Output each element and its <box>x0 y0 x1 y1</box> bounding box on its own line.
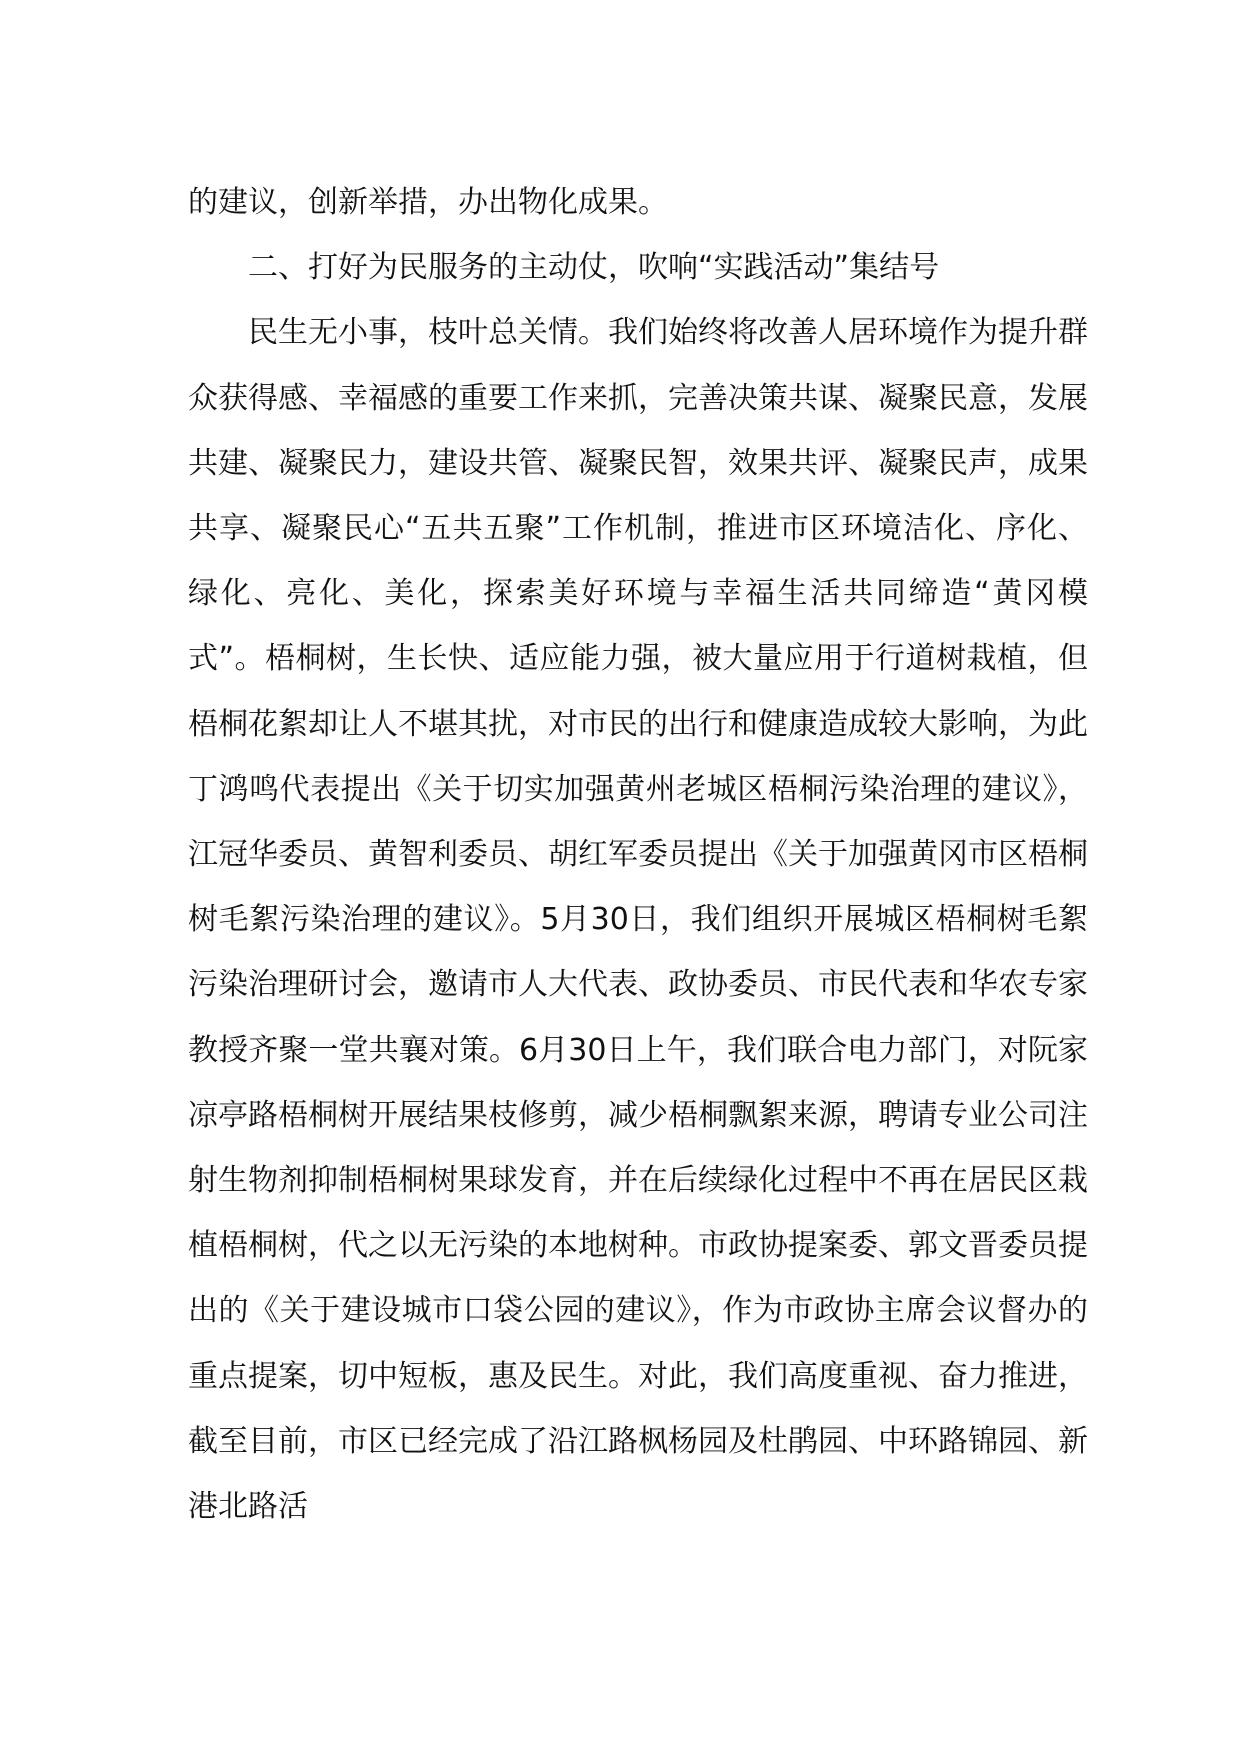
continuation-paragraph: 的建议，创新举措，办出物化成果。 <box>188 185 668 220</box>
body-paragraph: 民生无小事，枝叶总关情。我们始终将改善人居环境作为提升群众获得感、幸福感的重要工作来抓，完善决策共谋、凝聚民意，发展共建、凝聚民力，建设共管、凝聚民智，效果共评、凝聚民声，成果共享、凝聚民心“五共五聚”工作机制，推进市区环境洁化、序化、绿化、亮化、美化，探索美好环境与幸福生活共同缔造“黄冈模式”。梧桐树，生长快、适应能力强，被大量应用于行道树栽植，但梧桐花絮却让人不堪其扰，对市民的出行和健康造成较大影响，为此丁鸿鸣代表提出《关于切实加强黄州老城区梧桐污染治理的建议》，江冠华委员、黄智利委员、胡红军委员提出《关于加强黄冈市区梧桐树毛絮污染治理的建议》。5月30日，我们组织开展城区梧桐树毛絮污染治理研讨会，邀请市人大代表、政协委员、市民代表和华农专家教授齐聚一堂共襄对策。6月30日上午，我们联合电力部门，对阮家凉亭路梧桐树开展结果枝修剪，减少梧桐飘絮来源，聘请专业公司注射生物剂抑制梧桐树果球发育，并在后续绿化过程中不再在居民区栽植梧桐树，代之以无污染的本地树种。市政协提案委、郭文晋委员提出的《关于建设城市口袋公园的建议》，作为市政协主席会议督办的重点提案，切中短板，惠及民生。对此，我们高度重视、奋力推进，截至目前，市区已经完成了沿江路枫杨园及杜鹃园、中环路锦园、新港北路活 <box>188 315 1088 1525</box>
document-body <box>188 170 1088 1539</box>
section-heading: 二、打好为民服务的主动仗，吹响“实践活动”集结号 <box>248 250 940 286</box>
